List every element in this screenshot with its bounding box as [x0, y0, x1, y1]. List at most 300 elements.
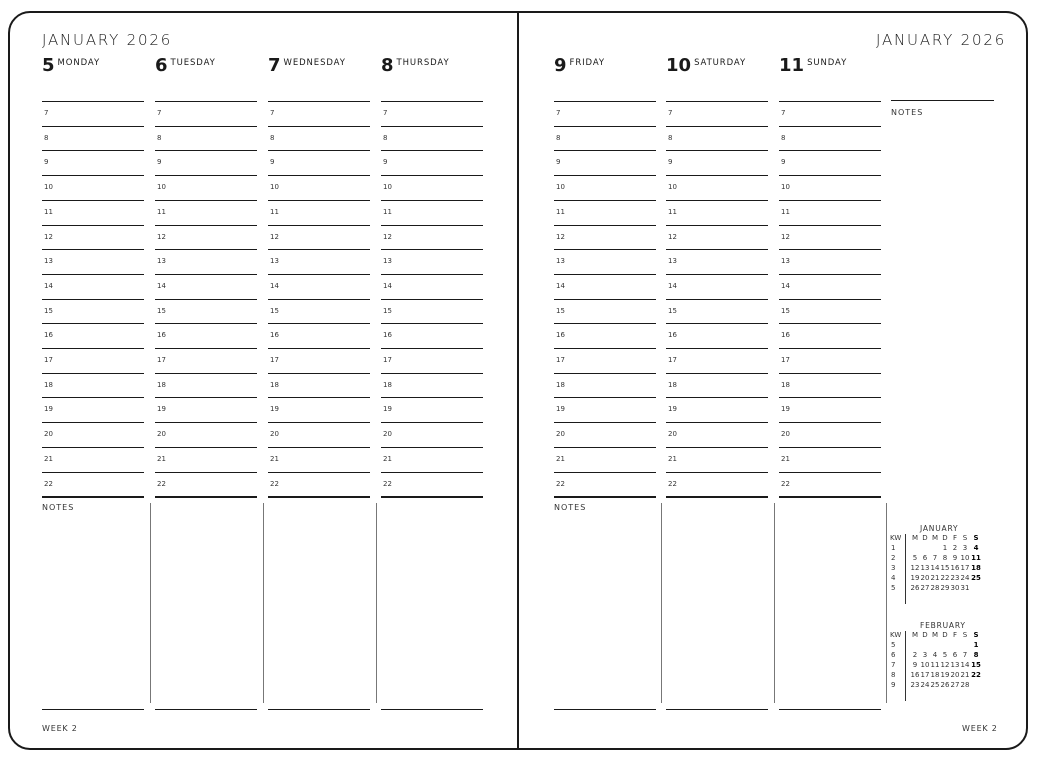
hour-label: 17 [44, 356, 53, 364]
hour-rule [42, 422, 144, 423]
mini-calendar-weekday: M [931, 631, 939, 639]
mini-calendar-day: 19 [910, 574, 920, 582]
hour-label: 17 [668, 356, 677, 364]
hour-rule [42, 299, 144, 300]
hour-rule [381, 299, 483, 300]
day-header [42, 55, 100, 79]
hour-label: 22 [668, 479, 677, 488]
hour-rule [779, 299, 881, 300]
hour-label: 15 [383, 306, 392, 315]
day-name: TUESDAY [170, 58, 216, 68]
hour-rule [268, 348, 370, 349]
hour-label: 9 [44, 158, 49, 167]
hour-rule [381, 175, 483, 176]
mini-calendar-day: 20 [920, 574, 930, 582]
mini-calendar-header [890, 631, 1000, 641]
hour-rule [155, 496, 257, 498]
hour-label: 7 [270, 109, 275, 117]
hour-rule [155, 175, 257, 176]
hour-rule [554, 200, 656, 201]
mini-calendar-day: 15 [940, 564, 950, 572]
mini-calendar-day: 1 [942, 544, 948, 552]
notes-column-divider [774, 503, 775, 703]
mini-calendar-day: 4 [932, 651, 938, 659]
hour-label: 13 [157, 257, 166, 266]
mini-calendar-day: 16 [950, 564, 960, 572]
hour-rule [666, 397, 768, 398]
hour-rule [554, 422, 656, 423]
hour-label: 9 [668, 158, 673, 167]
hour-label: 14 [44, 281, 53, 290]
mini-calendar-day: 10 [960, 554, 970, 562]
hour-rule [381, 200, 483, 201]
hour-label: 9 [556, 158, 561, 167]
hour-label: 8 [781, 133, 786, 142]
mini-calendar-day: 5 [942, 651, 948, 659]
hour-label: 19 [668, 405, 677, 414]
hour-rule [381, 126, 483, 127]
hour-label: 7 [668, 109, 673, 117]
mini-calendar-day: 6 [952, 651, 958, 659]
hour-rule [779, 101, 881, 102]
hour-label: 20 [383, 430, 392, 439]
hour-label: 11 [383, 207, 392, 216]
hour-rule [381, 323, 483, 324]
day-number: 7 [268, 55, 281, 76]
planner-spine [517, 11, 519, 750]
hour-rule [42, 150, 144, 151]
mini-calendar-day: 5 [912, 554, 918, 562]
day-header [268, 55, 346, 79]
hour-label: 19 [44, 405, 53, 414]
hour-rule [666, 175, 768, 176]
mini-calendar [890, 621, 1010, 711]
hour-label: 11 [556, 207, 565, 216]
hour-rule [268, 323, 370, 324]
hour-rule [42, 397, 144, 398]
hour-label: 12 [781, 232, 790, 241]
hour-rule [779, 422, 881, 423]
hour-label: 8 [556, 133, 561, 142]
mini-calendar-day: 26 [910, 584, 920, 592]
left-month-title: JANUARY 2026 [42, 31, 173, 49]
mini-calendar-day: 2 [952, 544, 958, 552]
mini-calendar-week-number: 5 [891, 641, 896, 649]
mini-calendar-row [890, 651, 1000, 661]
hour-rule [554, 496, 656, 498]
hour-rule [42, 274, 144, 275]
hour-rule [268, 175, 370, 176]
mini-calendar-weekday: KW [890, 631, 902, 639]
hour-label: 12 [668, 232, 677, 241]
mini-calendar-day: 8 [942, 554, 948, 562]
hour-label: 16 [668, 331, 677, 340]
mini-calendar-day: 28 [960, 681, 970, 689]
hour-rule [268, 496, 370, 498]
hour-label: 7 [157, 109, 162, 117]
day-number: 6 [155, 55, 168, 76]
mini-calendar-week-number: 3 [891, 564, 896, 572]
mini-calendar-weekday: M [911, 631, 919, 639]
hour-rule [268, 472, 370, 473]
mini-calendar-week-number: 7 [891, 661, 896, 669]
hour-rule [155, 472, 257, 473]
hour-rule [268, 299, 370, 300]
hour-rule [42, 373, 144, 374]
mini-calendar-weekday: D [922, 534, 928, 542]
hour-label: 10 [781, 183, 790, 192]
hour-label: 10 [556, 183, 565, 192]
hour-rule [666, 299, 768, 300]
hour-rule [554, 447, 656, 448]
hour-rule [554, 472, 656, 473]
hour-label: 8 [44, 133, 49, 142]
hour-rule [554, 101, 656, 102]
hour-label: 20 [270, 430, 279, 439]
hour-rule [155, 200, 257, 201]
hour-rule [42, 447, 144, 448]
hour-label: 15 [556, 306, 565, 315]
hour-rule [155, 397, 257, 398]
hour-rule [268, 422, 370, 423]
hour-label: 21 [157, 454, 166, 463]
mini-calendar-day: 13 [950, 661, 960, 669]
mini-calendar-weekday: KW [890, 534, 902, 542]
hour-rule [155, 323, 257, 324]
left-notes-label: NOTES [42, 503, 75, 512]
hour-rule [268, 150, 370, 151]
hour-rule [42, 126, 144, 127]
hour-label: 12 [383, 232, 392, 241]
day-number: 10 [666, 55, 692, 76]
hour-label: 7 [556, 109, 561, 117]
hour-label: 18 [668, 380, 677, 389]
hour-rule [779, 249, 881, 250]
side-notes-rule [891, 100, 994, 101]
hour-label: 14 [270, 281, 279, 290]
mini-calendar-day: 30 [950, 584, 960, 592]
notes-column-divider [263, 503, 264, 703]
hour-rule [268, 397, 370, 398]
hour-label: 21 [781, 454, 790, 463]
hour-label: 19 [556, 405, 565, 414]
hour-rule [666, 422, 768, 423]
notes-column-divider [661, 503, 662, 703]
mini-calendar-day: 11 [971, 554, 981, 562]
hour-rule [155, 126, 257, 127]
mini-calendar-row [890, 544, 1000, 554]
hour-label: 18 [270, 380, 279, 389]
hour-rule [381, 225, 483, 226]
hour-rule [554, 323, 656, 324]
mini-calendar-day: 9 [912, 661, 918, 669]
notes-bottom-rule [42, 709, 144, 710]
hour-label: 21 [556, 454, 565, 463]
mini-calendar-day: 12 [940, 661, 950, 669]
notes-bottom-rule [155, 709, 257, 710]
hour-rule [779, 348, 881, 349]
hour-rule [268, 373, 370, 374]
hour-label: 14 [668, 281, 677, 290]
hour-label: 16 [383, 331, 392, 340]
mini-calendar-day: 17 [920, 671, 930, 679]
mini-calendar-day: 22 [940, 574, 950, 582]
mini-calendar-week-number: 8 [891, 671, 896, 679]
day-number: 8 [381, 55, 394, 76]
mini-calendar-week-number: 9 [891, 681, 896, 689]
hour-label: 21 [668, 454, 677, 463]
hour-rule [779, 225, 881, 226]
day-header [155, 55, 216, 79]
day-name: WEDNESDAY [283, 58, 346, 68]
hour-rule [554, 175, 656, 176]
mini-calendar-day: 29 [940, 584, 950, 592]
hour-label: 8 [270, 133, 275, 142]
mini-calendar-day: 3 [962, 544, 968, 552]
hour-label: 13 [668, 257, 677, 266]
hour-label: 16 [157, 331, 166, 340]
hour-rule [666, 447, 768, 448]
hour-label: 7 [781, 109, 786, 117]
hour-rule [381, 101, 483, 102]
mini-calendar-row [890, 661, 1000, 671]
hour-label: 15 [668, 306, 677, 315]
mini-calendar-week-number: 1 [891, 544, 896, 552]
hour-rule [42, 200, 144, 201]
mini-calendar-week-number: 2 [891, 554, 896, 562]
hour-rule [268, 225, 370, 226]
day-header [381, 55, 450, 79]
hour-label: 13 [556, 257, 565, 266]
mini-calendar-day: 18 [930, 671, 940, 679]
hour-rule [155, 447, 257, 448]
day-name: SATURDAY [694, 58, 747, 68]
mini-calendar-day: 17 [960, 564, 970, 572]
hour-label: 21 [383, 454, 392, 463]
mini-calendar-day: 28 [930, 584, 940, 592]
mini-calendar-day: 8 [973, 651, 979, 659]
mini-calendar-day: 14 [960, 661, 970, 669]
mini-calendar-day: 31 [960, 584, 970, 592]
hour-rule [666, 348, 768, 349]
hour-rule [779, 175, 881, 176]
mini-calendar-weekday: D [942, 631, 948, 639]
hour-label: 19 [781, 405, 790, 414]
hour-rule [381, 348, 483, 349]
day-number: 5 [42, 55, 55, 76]
mini-calendar-weekday: S [962, 534, 968, 542]
side-notes-label: NOTES [891, 108, 924, 117]
hour-rule [42, 323, 144, 324]
hour-rule [554, 150, 656, 151]
hour-rule [381, 447, 483, 448]
hour-label: 7 [44, 109, 49, 117]
notes-column-divider [886, 503, 887, 703]
mini-calendar-weekday: D [922, 631, 928, 639]
hour-label: 17 [157, 356, 166, 364]
mini-calendar-day: 13 [920, 564, 930, 572]
hour-rule [155, 348, 257, 349]
mini-calendar-week-number: 4 [891, 574, 896, 582]
hour-rule [381, 150, 483, 151]
mini-calendar-row [890, 564, 1000, 574]
day-header [554, 55, 605, 79]
mini-calendar-day: 19 [940, 671, 950, 679]
mini-calendar-row [890, 681, 1000, 691]
mini-calendar-weekday: F [952, 631, 958, 639]
hour-rule [666, 472, 768, 473]
mini-calendar-title: JANUARY [920, 524, 959, 533]
mini-calendar-row [890, 641, 1000, 651]
mini-calendar-day: 1 [973, 641, 979, 649]
hour-rule [554, 126, 656, 127]
hour-rule [381, 274, 483, 275]
mini-calendar-day: 12 [910, 564, 920, 572]
day-name: SUNDAY [807, 58, 848, 68]
mini-calendar-day: 3 [922, 651, 928, 659]
hour-label: 14 [556, 281, 565, 290]
mini-calendar-row [890, 671, 1000, 681]
hour-rule [779, 323, 881, 324]
hour-rule [554, 299, 656, 300]
right-notes-label: NOTES [554, 503, 587, 512]
mini-calendar-week-number: 5 [891, 584, 896, 592]
mini-calendar-day: 11 [930, 661, 940, 669]
hour-label: 10 [668, 183, 677, 192]
hour-rule [155, 373, 257, 374]
hour-rule [155, 274, 257, 275]
mini-calendar-row [890, 584, 1000, 594]
hour-label: 8 [383, 133, 388, 142]
hour-rule [381, 422, 483, 423]
hour-rule [155, 225, 257, 226]
hour-rule [155, 101, 257, 102]
right-week-label: WEEK 2 [962, 724, 998, 733]
hour-label: 12 [44, 232, 53, 241]
hour-label: 16 [270, 331, 279, 340]
hour-rule [155, 150, 257, 151]
hour-label: 17 [781, 356, 790, 364]
mini-calendar-day: 7 [962, 651, 968, 659]
hour-rule [155, 299, 257, 300]
hour-rule [268, 274, 370, 275]
hour-rule [666, 225, 768, 226]
hour-label: 20 [556, 430, 565, 439]
hour-label: 21 [270, 454, 279, 463]
hour-rule [666, 200, 768, 201]
hour-rule [554, 225, 656, 226]
mini-calendar-day: 6 [922, 554, 928, 562]
hour-label: 9 [270, 158, 275, 167]
hour-rule [554, 274, 656, 275]
notes-bottom-rule [381, 709, 483, 710]
hour-label: 22 [556, 479, 565, 488]
hour-rule [666, 274, 768, 275]
mini-calendar-day: 23 [950, 574, 960, 582]
mini-calendar-day: 24 [920, 681, 930, 689]
mini-calendar-day: 2 [912, 651, 918, 659]
hour-rule [42, 225, 144, 226]
hour-label: 15 [781, 306, 790, 315]
mini-calendar-row [890, 574, 1000, 584]
hour-rule [779, 397, 881, 398]
hour-rule [42, 101, 144, 102]
hour-label: 19 [157, 405, 166, 414]
hour-label: 18 [157, 380, 166, 389]
hour-rule [155, 249, 257, 250]
hour-rule [268, 126, 370, 127]
notes-bottom-rule [779, 709, 881, 710]
mini-calendar-day: 24 [960, 574, 970, 582]
mini-calendar-header [890, 534, 1000, 544]
hour-rule [42, 175, 144, 176]
mini-calendar-day: 9 [952, 554, 958, 562]
hour-label: 11 [270, 207, 279, 216]
hour-label: 9 [157, 158, 162, 167]
hour-label: 11 [157, 207, 166, 216]
hour-label: 20 [157, 430, 166, 439]
hour-label: 12 [556, 232, 565, 241]
hour-rule [268, 101, 370, 102]
hour-label: 21 [44, 454, 53, 463]
mini-calendar-day: 25 [971, 574, 981, 582]
hour-rule [381, 397, 483, 398]
hour-label: 11 [44, 207, 53, 216]
mini-calendar-weekday: S [973, 534, 979, 542]
hour-label: 12 [270, 232, 279, 241]
hour-rule [779, 496, 881, 498]
day-number: 11 [779, 55, 805, 76]
mini-calendar-day: 15 [971, 661, 981, 669]
mini-calendar-day: 20 [950, 671, 960, 679]
hour-label: 22 [383, 479, 392, 488]
hour-rule [666, 126, 768, 127]
hour-label: 9 [781, 158, 786, 167]
hour-rule [779, 472, 881, 473]
hour-rule [554, 397, 656, 398]
hour-rule [779, 150, 881, 151]
mini-calendar-day: 21 [930, 574, 940, 582]
day-name: FRIDAY [569, 58, 605, 68]
notes-bottom-rule [666, 709, 768, 710]
notes-column-divider [376, 503, 377, 703]
hour-rule [666, 373, 768, 374]
hour-label: 22 [781, 479, 790, 488]
mini-calendar-day: 18 [971, 564, 981, 572]
hour-label: 14 [781, 281, 790, 290]
hour-label: 22 [44, 479, 53, 488]
hour-rule [381, 249, 483, 250]
hour-rule [381, 472, 483, 473]
mini-calendar [890, 524, 1010, 614]
hour-label: 13 [44, 257, 53, 266]
hour-label: 7 [383, 109, 388, 117]
hour-rule [268, 200, 370, 201]
mini-calendar-day: 25 [930, 681, 940, 689]
mini-calendar-day: 22 [971, 671, 981, 679]
mini-calendar-day: 7 [932, 554, 938, 562]
hour-label: 13 [270, 257, 279, 266]
hour-label: 15 [270, 306, 279, 315]
day-number: 9 [554, 55, 567, 76]
hour-rule [666, 150, 768, 151]
hour-label: 16 [556, 331, 565, 340]
hour-rule [268, 249, 370, 250]
mini-calendar-weekday: M [911, 534, 919, 542]
hour-rule [381, 496, 483, 498]
mini-calendar-weekday: D [942, 534, 948, 542]
hour-rule [42, 249, 144, 250]
